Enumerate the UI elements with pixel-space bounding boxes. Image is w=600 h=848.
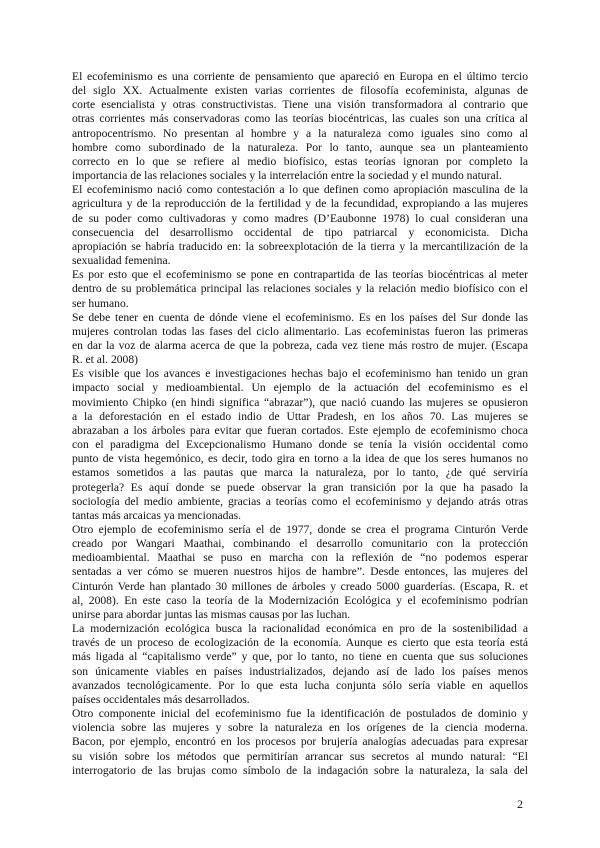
text-line: Otro ejemplo de ecofeminismo sería el de 1977, donde se crea el programa Cinturón Verde	[72, 523, 528, 536]
text-line: través de un proceso de ecologización de la economía. Aunque es cierto que esta teoría está	[72, 636, 528, 650]
paragraph	[72, 268, 528, 310]
text-line: países occidentales más desarrollados.	[72, 692, 250, 706]
text-line: antropocentrismo. No presentan al hombre y a la naturaleza como iguales sino como al	[72, 126, 528, 140]
text-line: tantas más arcaicas ya mencionadas.	[72, 508, 241, 522]
text-line: interrogatorio de las brujas como símbolo de la indagación sobre la naturaleza, la sala del	[72, 763, 528, 777]
text-line: agricultura y de la reproducción de la fertilidad y de la fecundidad, expropiando a las mujeres	[72, 197, 528, 211]
text-line: en dar la voz de alarma acerca de que la pobreza, cada vez tiene más rostro de mujer. (Escapa	[72, 338, 528, 352]
text-line: punto de vista hegemónico, es decir, todo gira en torno a la idea de que los seres humanos no	[72, 452, 528, 466]
text-line: correcto en lo que se refiere al medio biofísico, estas teorías ignoran por completo la	[72, 154, 528, 168]
paragraph	[72, 367, 528, 523]
text-line: avanzados tecnológicamente. Por lo que esta lucha conjunta sólo sería viable en aquellos	[72, 678, 528, 692]
text-line: estamos sometidos a las pautas que marca la naturaleza, por lo tanto, ¿de qué serviría	[72, 466, 528, 480]
text-line: unirse para abordar juntas las mismas causas por las luchan.	[72, 607, 351, 621]
text-line: sexualidad femenina.	[72, 254, 171, 268]
text-line: mujeres controlan todas las fases del ciclo alimentario. Las ecofeministas fueron las primeras	[72, 324, 528, 338]
text-line: R. et al. 2008)	[72, 353, 139, 367]
paragraph	[72, 622, 528, 707]
text-line: violencia sobre las mujeres y sobre la naturaleza en los orígenes de la ciencia moderna.	[72, 721, 528, 735]
paragraph	[72, 311, 528, 368]
text-line: de su poder como cultivadoras y como madres (D’Eaubonne 1978) lo cual consideran una	[72, 211, 528, 225]
text-line: dentro de su problemática principal las relaciones sociales y la relación medio biofísico con el	[72, 282, 528, 296]
text-line: El ecofeminismo es una corriente de pensamiento que apareció en Europa en el último tercio	[72, 70, 528, 83]
text-line: otras corrientes más conservadoras como las teorías biocéntricas, las cuales son una crítica al	[72, 112, 528, 126]
text-line: protegerla? Es aquí donde se puede observar la gran transición por la que ha pasado la	[72, 480, 528, 494]
text-line: impacto social y medioambiental. Un ejemplo de la actuación del ecofeminismo es el	[72, 381, 528, 395]
page-number: 2	[517, 797, 523, 811]
text-line: corte esencialista y otras constructivistas. Tiene una visión transformadora al contrario que	[72, 98, 528, 112]
text-line: sentadas a ver cómo se mueren nuestros hijos de hambre”. Desde entonces, las mujeres del	[72, 565, 528, 579]
text-line: ser humano.	[72, 296, 129, 310]
text-line: Otro componente inicial del ecofeminismo fue la identificación de postulados de dominio y	[72, 707, 528, 721]
text-line: Es visible que los avances e investigaciones hechas bajo el ecofeminismo han tenido un gran	[72, 367, 528, 381]
paragraph	[72, 183, 528, 268]
text-line: su visión sobre los métodos que permitirían arrancar sus secretos al mundo natural: “El	[72, 749, 528, 763]
text-line: Bacon, por ejemplo, encontró en los procesos por brujería analogías adecuadas para expresar	[72, 735, 528, 749]
text-line: consecuencia del desarrollismo occidental de tipo patriarcal y economicista. Dicha	[72, 225, 528, 239]
text-line: abrazaban a los árboles para evitar que fueran cortados. Este ejemplo de ecofeminismo choca	[72, 423, 528, 437]
text-line: La modernización ecológica busca la racionalidad económica en pro de la sostenibilidad a	[72, 622, 528, 636]
paragraph	[72, 523, 528, 622]
text-line: del siglo XX. Actualmente existen varias corrientes de filosofía ecofeminista, algunas de	[72, 84, 528, 98]
text-line: Cinturón Verde han plantado 30 millones de árboles y creado 5000 guarderías. (Escapa, R. et	[72, 579, 528, 593]
text-line: movimiento Chipko (en hindi significa “abrazar”), que nació cuando las mujeres se opusieron	[72, 395, 528, 409]
text-line: medioambiental. Maathai se puso en marcha con la reflexión de “no podemos esperar	[72, 551, 528, 565]
text-line: creado por Wangari Maathai, combinando el desarrollo comunitario con la protección	[72, 537, 528, 551]
document-body	[72, 70, 528, 778]
text-line: El ecofeminismo nació como contestación a lo que definen como apropiación masculina de la	[72, 183, 528, 197]
text-line: Es por esto que el ecofeminismo se pone en contrapartida de las teorías biocéntricas al meter	[72, 268, 528, 282]
text-line: hombre como subordinado de la naturaleza. Por lo tanto, aunque sea un planteamiento	[72, 140, 528, 154]
paragraph	[72, 707, 528, 778]
text-line: con el paradigma del Excepcionalismo Humano donde se tenía la visión occidental como	[72, 438, 528, 452]
text-line: a la deforestación en el estado indio de Uttar Pradesh, en los años 70. Las mujeres se	[72, 409, 528, 423]
text-line: Se debe tener en cuenta de dónde viene el ecofeminismo. Es en los países del Sur donde las	[72, 310, 528, 324]
text-line: al, 2008). En este caso la teoría de la Modernización Ecológica y el ecofeminismo podrían	[72, 593, 528, 607]
text-line: más ligada al “capitalismo verde” y que, por lo tanto, no tiene en cuenta que sus soluciones	[72, 650, 528, 664]
paragraph	[72, 70, 528, 183]
text-line: importancia de las relaciones sociales y la interrelación entre la sociedad y el mundo natural.	[72, 169, 502, 183]
text-line: son únicamente viables en países industrializados, dejando así de lado los países menos	[72, 664, 528, 678]
text-line: sociología del medio ambiente, gracias a teorías como el ecofeminismo y dejando atrás otras	[72, 494, 528, 508]
text-line: apropiación se habría traducido en: la sobreexplotación de la tierra y la mercantilización de la	[72, 239, 528, 253]
